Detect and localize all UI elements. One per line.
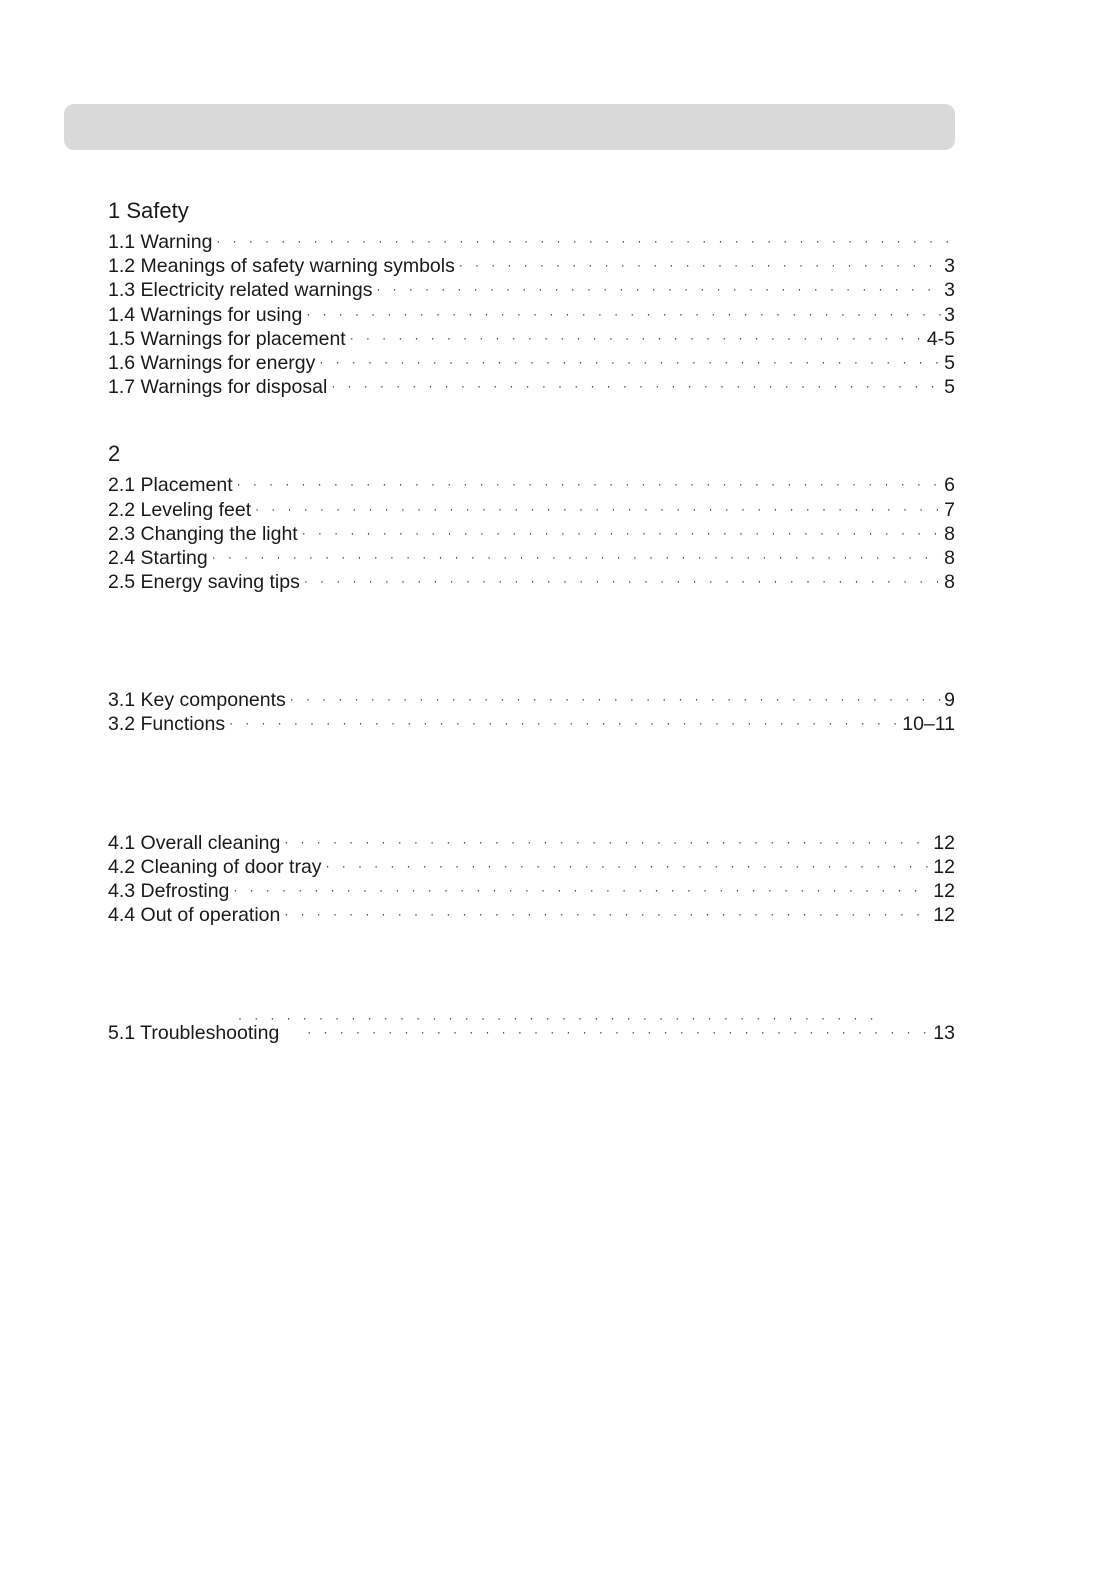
entry-label: 1.1 Warning bbox=[108, 231, 213, 253]
entry-label: 2.5 Energy saving tips bbox=[108, 571, 300, 594]
section-title: 2 bbox=[108, 441, 121, 467]
entry-label: 4.1 Overall cleaning bbox=[108, 831, 281, 854]
entry-label: 4.2 Cleaning of door tray bbox=[108, 855, 322, 878]
entry-page: 12 bbox=[933, 831, 955, 854]
entry-page: 8 bbox=[944, 522, 955, 545]
entry-label: 1.3 Electricity related warnings bbox=[108, 279, 373, 302]
toc-entry[interactable] bbox=[108, 303, 955, 327]
dot-leader bbox=[238, 1011, 878, 1025]
toc-section-2 bbox=[108, 439, 955, 594]
section-title bbox=[108, 797, 955, 827]
dot-leader bbox=[284, 902, 931, 926]
toc-entry[interactable] bbox=[108, 351, 955, 375]
entry-page: 12 bbox=[933, 880, 955, 902]
dot-leader bbox=[376, 277, 942, 301]
toc-entry[interactable] bbox=[108, 879, 955, 903]
entry-page: 3 bbox=[944, 279, 955, 302]
entry-page: 7 bbox=[944, 498, 955, 521]
toc-section-4 bbox=[108, 797, 955, 928]
toc-entry[interactable] bbox=[108, 327, 955, 351]
dot-leader bbox=[229, 711, 900, 735]
entry-label: 2.4 Starting bbox=[108, 546, 208, 569]
entry-page: 12 bbox=[933, 855, 955, 878]
section-title: 1 Safety bbox=[108, 198, 189, 223]
entry-label: 2.3 Changing the light bbox=[108, 522, 298, 545]
entry-label: 1.7 Warnings for disposal bbox=[108, 376, 328, 399]
section-title bbox=[108, 654, 955, 684]
entry-page: 13 bbox=[933, 1022, 955, 1045]
entry-label: 3.2 Functions bbox=[108, 713, 226, 736]
entry-label: 1.6 Warnings for energy bbox=[108, 351, 316, 374]
toc-entry[interactable] bbox=[108, 831, 955, 855]
dot-leader bbox=[233, 878, 931, 902]
entry-label: 5.1 Troubleshooting bbox=[108, 1022, 280, 1045]
entry-page: 9 bbox=[944, 689, 955, 712]
entry-page: 3 bbox=[944, 255, 955, 278]
dot-leader bbox=[331, 374, 942, 398]
entry-page: 3 bbox=[944, 303, 955, 326]
dot-leader bbox=[459, 253, 942, 277]
toc-entry[interactable] bbox=[108, 278, 955, 302]
entry-page: 5 bbox=[944, 376, 955, 399]
entry-label: 2.1 Placement bbox=[108, 474, 233, 497]
entry-label: 4.3 Defrosting bbox=[108, 880, 230, 902]
entry-page: 4-5 bbox=[926, 327, 955, 350]
dot-leader bbox=[237, 472, 942, 496]
toc-entry[interactable] bbox=[108, 254, 955, 278]
dot-leader bbox=[326, 854, 932, 878]
toc-entry[interactable] bbox=[108, 1021, 955, 1045]
dot-leader bbox=[284, 830, 931, 854]
toc-entry[interactable] bbox=[108, 546, 955, 570]
toc-entry[interactable] bbox=[108, 375, 955, 399]
dot-leader bbox=[255, 497, 942, 521]
toc-entry[interactable] bbox=[108, 903, 955, 927]
toc-section-1 bbox=[108, 196, 955, 399]
toc-entry[interactable] bbox=[108, 712, 955, 736]
dot-leader bbox=[350, 326, 925, 350]
dot-leader bbox=[290, 687, 942, 711]
entry-page: 6 bbox=[944, 474, 955, 497]
entry-page: 8 bbox=[944, 546, 955, 569]
dot-leader bbox=[304, 569, 942, 593]
entry-page: 5 bbox=[944, 351, 955, 374]
dot-leader bbox=[319, 350, 942, 374]
entry-label: 4.4 Out of operation bbox=[108, 904, 281, 927]
entry-page: 8 bbox=[944, 571, 955, 594]
entry-page: 12 bbox=[933, 904, 955, 927]
toc-section-3 bbox=[108, 654, 955, 736]
toc-entry[interactable] bbox=[108, 855, 955, 879]
toc-entry[interactable] bbox=[108, 522, 955, 546]
toc-entry[interactable] bbox=[108, 498, 955, 522]
toc-entry[interactable] bbox=[108, 570, 955, 594]
entry-label: 3.1 Key components bbox=[108, 689, 286, 712]
entry-label: 1.5 Warnings for placement bbox=[108, 327, 346, 350]
header-bar bbox=[64, 104, 955, 150]
toc-entry[interactable] bbox=[108, 473, 955, 497]
dot-leader bbox=[302, 521, 942, 545]
entry-label: 1.2 Meanings of safety warning symbols bbox=[108, 255, 455, 278]
toc-entry[interactable] bbox=[108, 230, 955, 254]
toc-entry[interactable] bbox=[108, 688, 955, 712]
entry-label: 1.4 Warnings for using bbox=[108, 303, 303, 326]
dot-leader bbox=[212, 545, 942, 569]
entry-page: 10–11 bbox=[902, 713, 955, 736]
dot-leader bbox=[306, 302, 942, 326]
entry-label: 2.2 Leveling feet bbox=[108, 498, 252, 521]
table-of-contents bbox=[108, 196, 955, 1046]
dot-leader bbox=[216, 229, 953, 253]
